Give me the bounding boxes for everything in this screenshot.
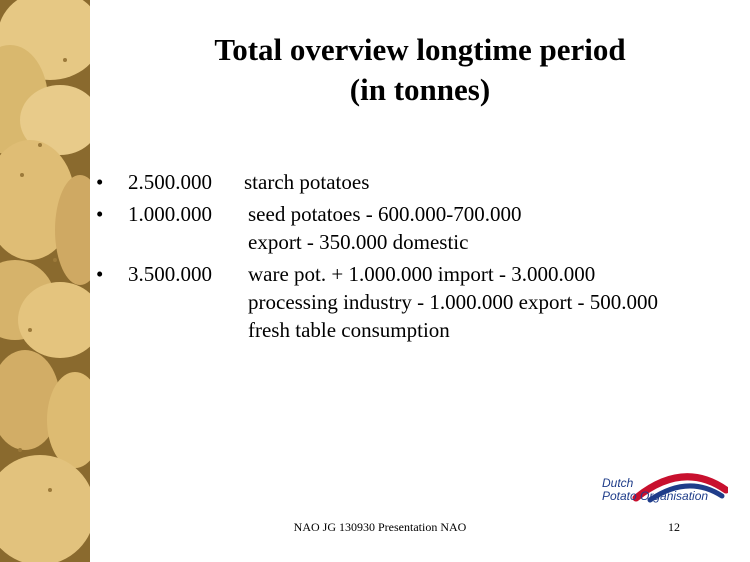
potato-image-strip <box>0 0 90 562</box>
logo-text-line-1: Dutch <box>602 476 634 490</box>
bullet-description <box>244 168 369 196</box>
slide-footer: NAO JG 130930 Presentation NAO <box>293 520 467 534</box>
title-line-2: (in tonnes) <box>349 72 491 107</box>
bullet-icon: • <box>96 202 104 226</box>
bullet-amount: 2.500.000 <box>128 170 212 194</box>
bullet-line: starch potatoes <box>244 170 370 194</box>
slide-title <box>110 30 730 110</box>
bullet-icon: • <box>96 170 104 194</box>
bullet-line: export - 350.000 domestic <box>248 230 469 254</box>
bullet-description <box>248 200 522 256</box>
bullet-line: fresh table consumption <box>248 318 450 342</box>
bullet-icon: • <box>96 262 104 286</box>
logo-text-line-2: Potato Organisation <box>602 489 709 503</box>
page-number: 12 <box>668 520 680 534</box>
bullet-amount: 1.000.000 <box>128 202 212 226</box>
title-line-1: Total overview longtime period <box>214 32 626 67</box>
dutch-potato-organisation-logo <box>598 464 730 506</box>
bullet-line: seed potatoes - 600.000-700.000 <box>248 202 522 226</box>
bullet-line: ware pot. + 1.000.000 import - 3.000.000 <box>248 262 596 286</box>
bullet-description <box>248 260 658 344</box>
bullet-line: processing industry - 1.000.000 export - 500.000 <box>248 290 659 314</box>
bullet-amount: 3.500.000 <box>128 262 212 286</box>
potato-photo <box>0 0 90 562</box>
